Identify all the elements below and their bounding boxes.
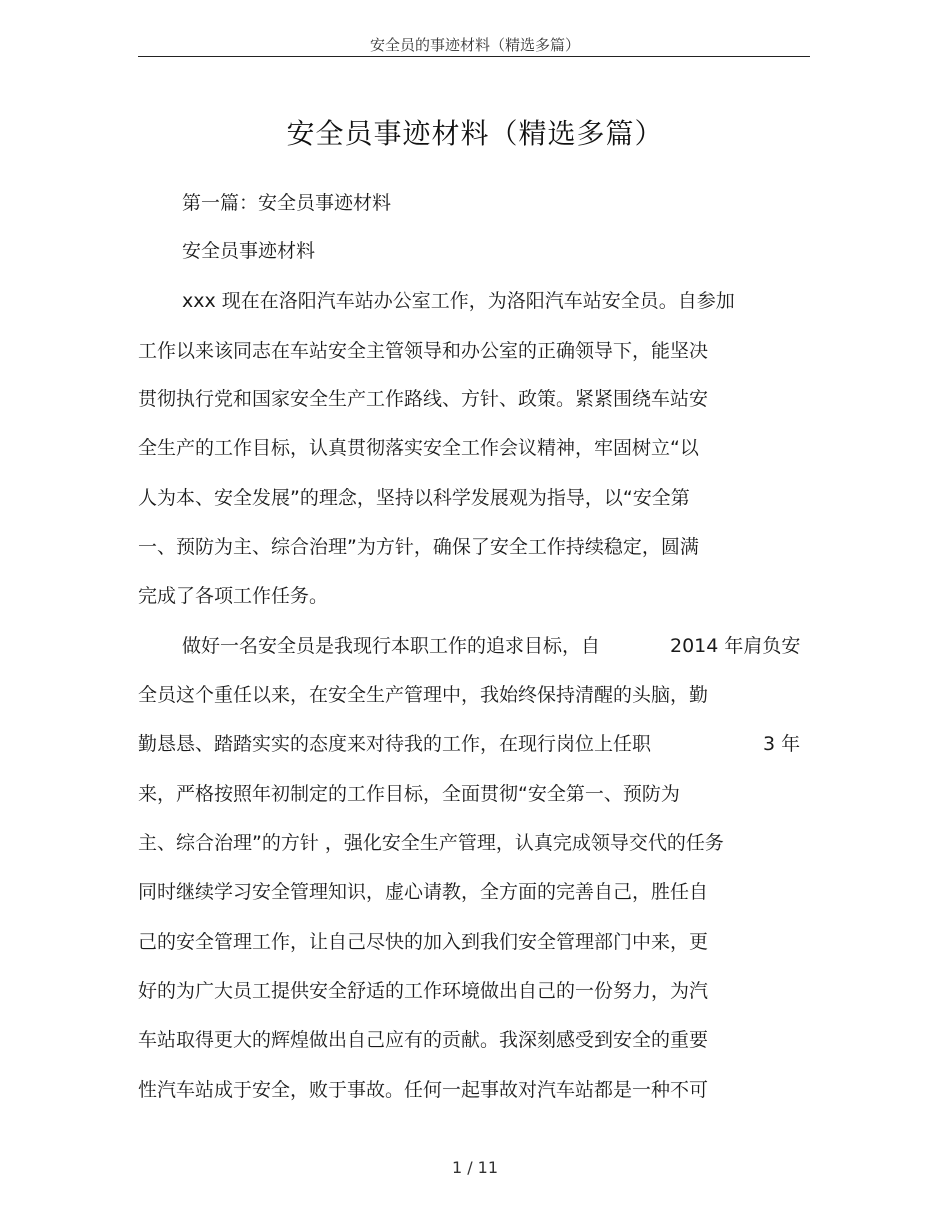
paragraph-line: 人为本、安全发展”的理念，坚持以科学发展观为指导，以“安全第 bbox=[138, 487, 690, 509]
running-header: 安全员的事迹材料（精选多篇） bbox=[369, 36, 580, 54]
paragraph-line: 己的安全管理工作，让自己尽快的加入到我们安全管理部门中来，更 bbox=[138, 931, 709, 953]
paragraph-line: 做好一名安全员是我现行本职工作的追求目标，自 bbox=[182, 635, 601, 657]
document-title: 安全员事迹材料（精选多篇） bbox=[286, 117, 664, 150]
subheading: 安全员事迹材料 bbox=[182, 240, 316, 262]
header-divider bbox=[138, 56, 810, 57]
page-number: 1 / 11 bbox=[451, 1158, 499, 1177]
paragraph-line: 同时继续学习安全管理知识，虚心请教，全方面的完善自己，胜任自 bbox=[138, 881, 709, 903]
paragraph-line: 性汽车站成于安全，败于事故。任何一起事故对汽车站都是一种不可 bbox=[138, 1079, 709, 1101]
paragraph-line-tail: 3 年 bbox=[763, 733, 801, 755]
paragraph-line-tail: 2014 年肩负安 bbox=[670, 635, 801, 657]
paragraph-line: 工作以来该同志在车站安全主管领导和办公室的正确领导下，能坚决 bbox=[138, 340, 709, 362]
paragraph-line: 来，严格按照年初制定的工作目标，全面贯彻“安全第一、预防为 bbox=[138, 783, 680, 805]
section-heading: 第一篇：安全员事迹材料 bbox=[182, 192, 392, 214]
paragraph-line: 一、预防为主、综合治理”为方针，确保了安全工作持续稳定，圆满 bbox=[138, 536, 699, 558]
paragraph-line: 勤恳恳、踏踏实实的态度来对待我的工作，在现行岗位上任职 bbox=[138, 733, 652, 755]
paragraph-line: xxx 现在在洛阳汽车站办公室工作，为洛阳汽车站安全员。自参加 bbox=[182, 290, 735, 312]
paragraph-line: 贯彻执行党和国家安全生产工作路线、方针、政策。紧紧围绕车站安 bbox=[138, 388, 709, 410]
paragraph-line: 全员这个重任以来，在安全生产管理中，我始终保持清醒的头脑，勤 bbox=[138, 684, 709, 706]
paragraph-line: 全生产的工作目标，认真贯彻落实安全工作会议精神，牢固树立“以 bbox=[138, 437, 699, 459]
paragraph-line: 车站取得更大的辉煌做出自己应有的贡献。我深刻感受到安全的重要 bbox=[138, 1029, 709, 1051]
paragraph-line: 主、综合治理”的方针 ，强化安全生产管理，认真完成领导交代的任务 bbox=[138, 832, 724, 854]
paragraph-line: 好的为广大员工提供安全舒适的工作环境做出自己的一份努力，为汽 bbox=[138, 980, 709, 1002]
paragraph-line: 完成了各项工作任务。 bbox=[138, 585, 329, 607]
